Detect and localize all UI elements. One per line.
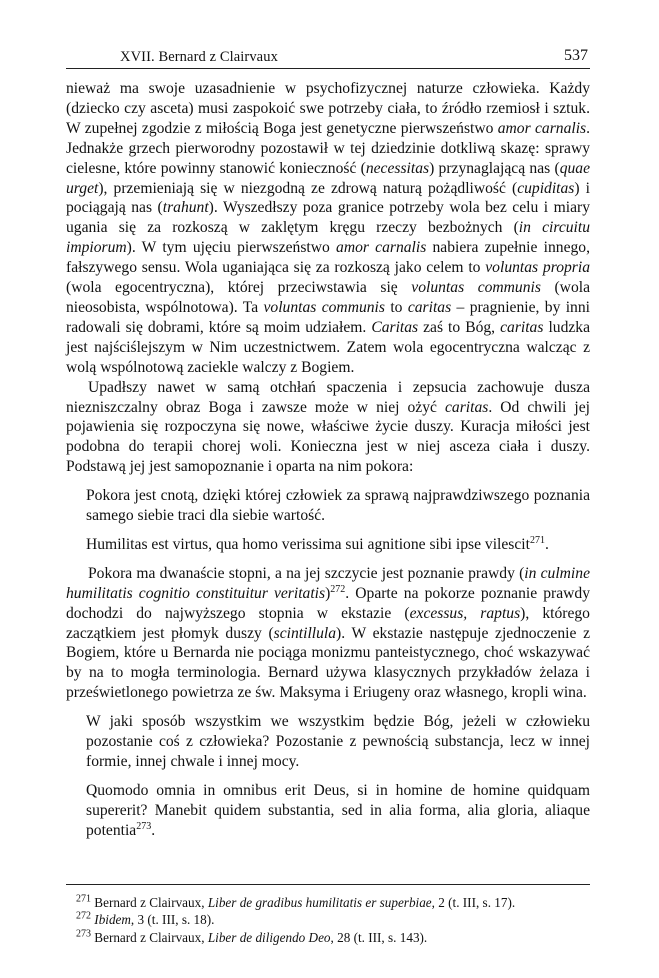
footnotes — [66, 884, 590, 946]
main-text — [66, 79, 590, 841]
footnote-ref-271[interactable]: 271 — [529, 534, 545, 546]
paragraph-1: nieważ ma swoje uzasadnienie w psychofizycznej naturze człowieka. Każdy (dziecko czy asceta) musi zaspokoić swe potrzeby ciała, to źródło rzemiosł i sztuk. W zupełnej zgodzie z miłością Boga jest genetyczne pierwszeństwo amor carnalis. Jednakże grzech pierworodny pozostawił w tej dziedzinie dotkliwą skazę: sprawy cielesne, które powinny stanowić konieczność (necessitas) przynaglającą nas (quae urget), przemieniają się w niezgodną ze zdrową naturą pożądliwość (cupiditas) i pociągają nas (trahunt). Wyszedłszy poza granice potrzeby wola bez celu i miary ugania się za rozkoszą w zaklętym kręgu rzeczy bezbożnych (in circuitu impiorum). W tym ujęciu pierwszeństwo amor carnalis nabiera zupełnie innego, fałszywego sensu. Wola uganiająca się za rozkoszą jako celem to voluntas propria (wola egocentryczna), której przeciwstawia się voluntas communis (wola nieosobista, wspólnotowa). Ta voluntas communis to caritas – pragnienie, by inni radowali się dobrami, które są moim udziałem. Caritas zaś to Bóg, caritas ludzka jest najściślejszym w Nim uczestnictwem. Zatem wola egocentryczna walcząc z wolą wspólnotową zaciekle walczy z Bogiem. — [66, 80, 591, 376]
quote-latin-2: Quomodo omnia in omnibus erit Deus, si in homine de homine quidquam supererit? Manebit quidem substantia, sed in alia forma, alia gloria, aliaque potentia$^{273}$. — [86, 781, 590, 839]
footnote-273: $^{273}$ Bernard z Clairvaux, Liber de diligendo Deo, 28 (t. III, s. 143). — [76, 928, 428, 945]
footnote-271: $^{271}$ Bernard z Clairvaux, Liber de gradibus humilitatis er superbiae, 2 (t. III, s. 17). — [76, 893, 516, 910]
paragraph-2: Upadłszy nawet w samą otchłań spaczenia i zepsucia zachowuje dusza niezniszczalny obraz Boga i zawsze może w niej ożyć caritas. Od chwili jej pojawienia się rozpoczyna się nowe, właściwe życie duszy. Kuracja miłości jest podobna do terapii chorej woli. Konieczna jest w niej asceza ciała i duszy. Podstawą jej jest samopoznanie i oparta na nim pokora: — [66, 378, 591, 476]
quote-latin-1: Humilitas est virtus, qua homo verissima sui agnitione sibi ipse vilescit$^{271}$. — [86, 534, 549, 553]
footnote-ref-273[interactable]: 273 — [136, 820, 152, 832]
running-head: XVII. Bernard z Clairvaux — [120, 49, 278, 65]
footnote-ref-272[interactable]: 272 — [330, 583, 346, 595]
page-header — [66, 46, 590, 69]
quote-polish-2: W jaki sposób wszystkim we wszystkim będzie Bóg, jeżeli w człowieku pozostanie coś z człowieka? Pozostanie z pewnością substancja, lecz w innej formie, innej chwale i innej mocy. — [86, 713, 590, 770]
page-number: 537 — [564, 47, 588, 64]
quote-polish-1: Pokora jest cnotą, dzięki której człowiek za sprawą najprawdziwszego poznania samego siebie traci dla siebie wartość. — [86, 487, 590, 525]
footnote-272: $^{272}$ Ibidem, 3 (t. III, s. 18). — [76, 911, 215, 928]
paragraph-3: Pokora ma dwanaście stopni, a na jej szczycie jest poznanie prawdy (in culmine humilitatis cognitio constituitur veritatis)$^{272}$. Oparte na pokorze poznanie prawdy dochodzi do najwyższego stopnia w ekstazie (excessus, raptus), którego zaczątkiem jest płomyk duszy (scintillula). W ekstazie następuje zjednoczenie z Bogiem, które u Bernarda nie pociąga monizmu panteistycznego, choć wskazywać by na to mogła terminologia. Bernard używa klasycznych przykładów żelaza i prześwietlonego powietrza ze św. Maksyma i Eriugeny oraz własnego, kropli wina. — [66, 564, 590, 702]
